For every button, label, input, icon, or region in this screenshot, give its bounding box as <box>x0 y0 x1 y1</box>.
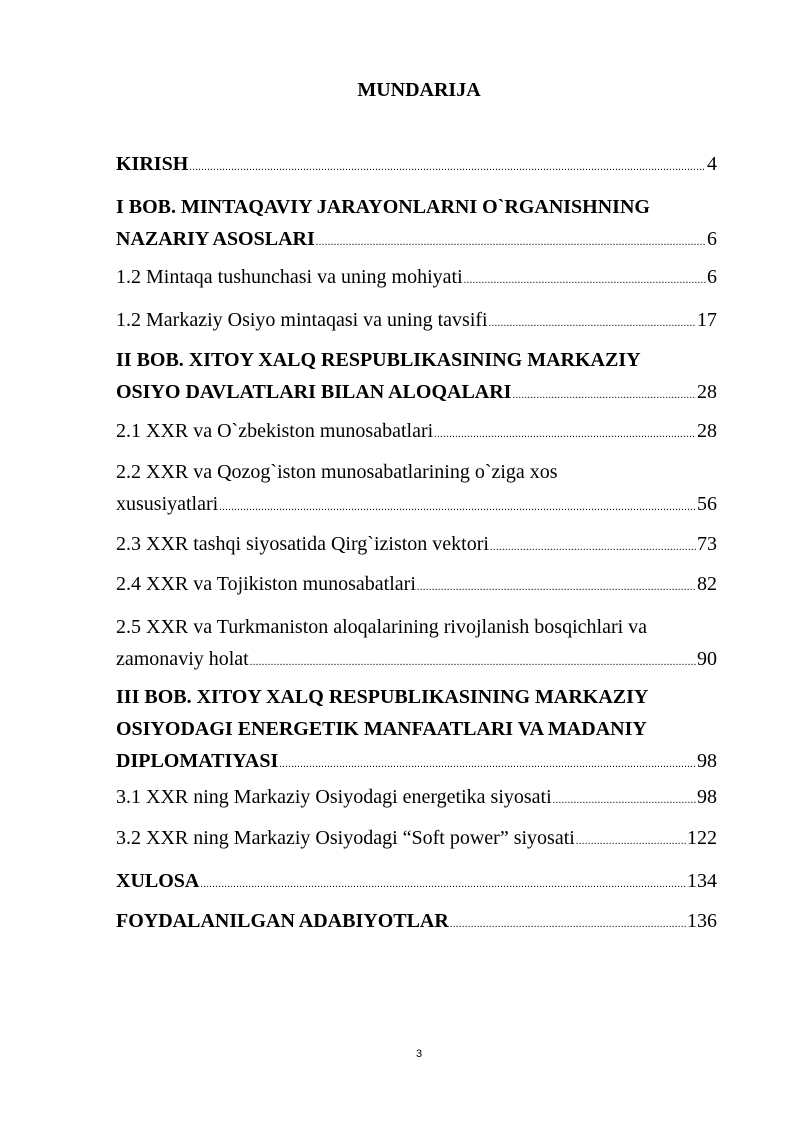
toc-entry-2-3[interactable] <box>116 528 717 564</box>
toc-entry-title: 2.3 XXR tashqi siyosatida Qirg`iziston vektori <box>116 533 489 555</box>
toc-entry-2-2[interactable] <box>116 456 717 524</box>
toc-entry-title: 2.5 XXR va Turkmaniston aloqalarining rivojlanish bosqichlari va <box>116 616 648 638</box>
toc-entry-title: NAZARIY ASOSLARI <box>116 228 315 250</box>
page-title: MUNDARIJA <box>357 79 481 101</box>
toc-page-number: 73 <box>697 533 717 555</box>
toc-entry-title: xususiyatlari <box>116 493 219 515</box>
toc-entry-title: II BOB. XITOY XALQ RESPUBLIKASINING MARKAZIY <box>116 349 641 371</box>
toc-entry-title: OSIYODAGI ENERGETIK MANFAATLARI VA MADANIY <box>116 718 647 740</box>
dot-leader <box>489 308 696 340</box>
toc-entry-chapter-2[interactable] <box>116 344 717 412</box>
toc-entry-title: KIRISH <box>116 153 189 175</box>
toc-entry-title: DIPLOMATIYASI <box>116 750 279 772</box>
toc-entry-title: 1.2 Markaziy Osiyo mintaqasi va uning tavsifi <box>116 309 488 331</box>
toc-entry-title: FOYDALANILGAN ADABIYOTLAR <box>116 910 449 932</box>
dot-leader <box>490 532 696 564</box>
toc-entry-title: 3.1 XXR ning Markaziy Osiyodagi energetika siyosati <box>116 786 552 808</box>
dot-leader <box>576 826 686 858</box>
toc-page-number: 6 <box>707 228 717 250</box>
dot-leader <box>464 265 706 297</box>
dot-leader <box>417 572 696 604</box>
toc-entry-title: III BOB. XITOY XALQ RESPUBLIKASINING MARKAZIY <box>116 686 649 708</box>
toc-entry-2-1[interactable] <box>116 415 717 451</box>
dot-leader <box>512 380 696 412</box>
dot-leader <box>250 647 696 679</box>
page-number: 3 <box>415 1048 423 1060</box>
toc-entry-xulosa[interactable] <box>116 865 717 901</box>
toc-page-number: 28 <box>697 420 717 442</box>
toc-page-number: 82 <box>697 573 717 595</box>
dot-leader <box>189 152 706 184</box>
toc-entry-title: 3.2 XXR ning Markaziy Osiyodagi “Soft power” siyosati <box>116 827 575 849</box>
dot-leader <box>316 227 706 259</box>
toc-page-number: 56 <box>697 493 717 515</box>
toc-entry-title: I BOB. MINTAQAVIY JARAYONLARNI O`RGANISHNING <box>116 196 650 218</box>
dot-leader <box>553 785 696 817</box>
toc-page-number: 28 <box>697 381 717 403</box>
dot-leader <box>434 419 696 451</box>
dot-leader <box>450 909 686 941</box>
toc-page-number: 6 <box>707 266 717 288</box>
toc-page-number: 98 <box>697 750 717 772</box>
toc-entry-title: OSIYO DAVLATLARI BILAN ALOQALARI <box>116 381 512 403</box>
dot-leader <box>200 869 686 901</box>
toc-entry-2-5[interactable] <box>116 611 717 679</box>
toc-entry-title: XULOSA <box>116 870 200 892</box>
toc-page-number: 122 <box>687 827 717 849</box>
toc-page-number: 4 <box>707 153 717 175</box>
toc-entry-adabiyotlar[interactable] <box>116 905 717 941</box>
toc-page-number: 134 <box>687 870 717 892</box>
toc-entry-chapter-3[interactable] <box>116 681 717 781</box>
toc-entry-3-1[interactable] <box>116 781 717 817</box>
toc-entry-title: 2.1 XXR va O`zbekiston munosabatlari <box>116 420 434 442</box>
toc-page-number: 90 <box>697 648 717 670</box>
toc-entry-title: 2.4 XXR va Tojikiston munosabatlari <box>116 573 416 595</box>
toc-entry-title: 2.2 XXR va Qozog`iston munosabatlarining o`ziga xos <box>116 461 558 483</box>
dot-leader <box>279 749 696 781</box>
toc-entry-2-4[interactable] <box>116 568 717 604</box>
toc-entry-kirish[interactable] <box>116 148 717 184</box>
toc-entry-title: 1.2 Mintaqa tushunchasi va uning mohiyati <box>116 266 463 288</box>
toc-entry-3-2[interactable] <box>116 822 717 858</box>
dot-leader <box>219 492 696 524</box>
toc-entry-title: zamonaviy holat <box>116 648 249 670</box>
toc-page-number: 17 <box>697 309 717 331</box>
toc-entry-chapter-1[interactable] <box>116 191 717 259</box>
toc-entry-1-2[interactable] <box>116 304 717 340</box>
toc-page-number: 136 <box>687 910 717 932</box>
toc-entry-1-1[interactable] <box>116 261 717 297</box>
toc-page-number: 98 <box>697 786 717 808</box>
